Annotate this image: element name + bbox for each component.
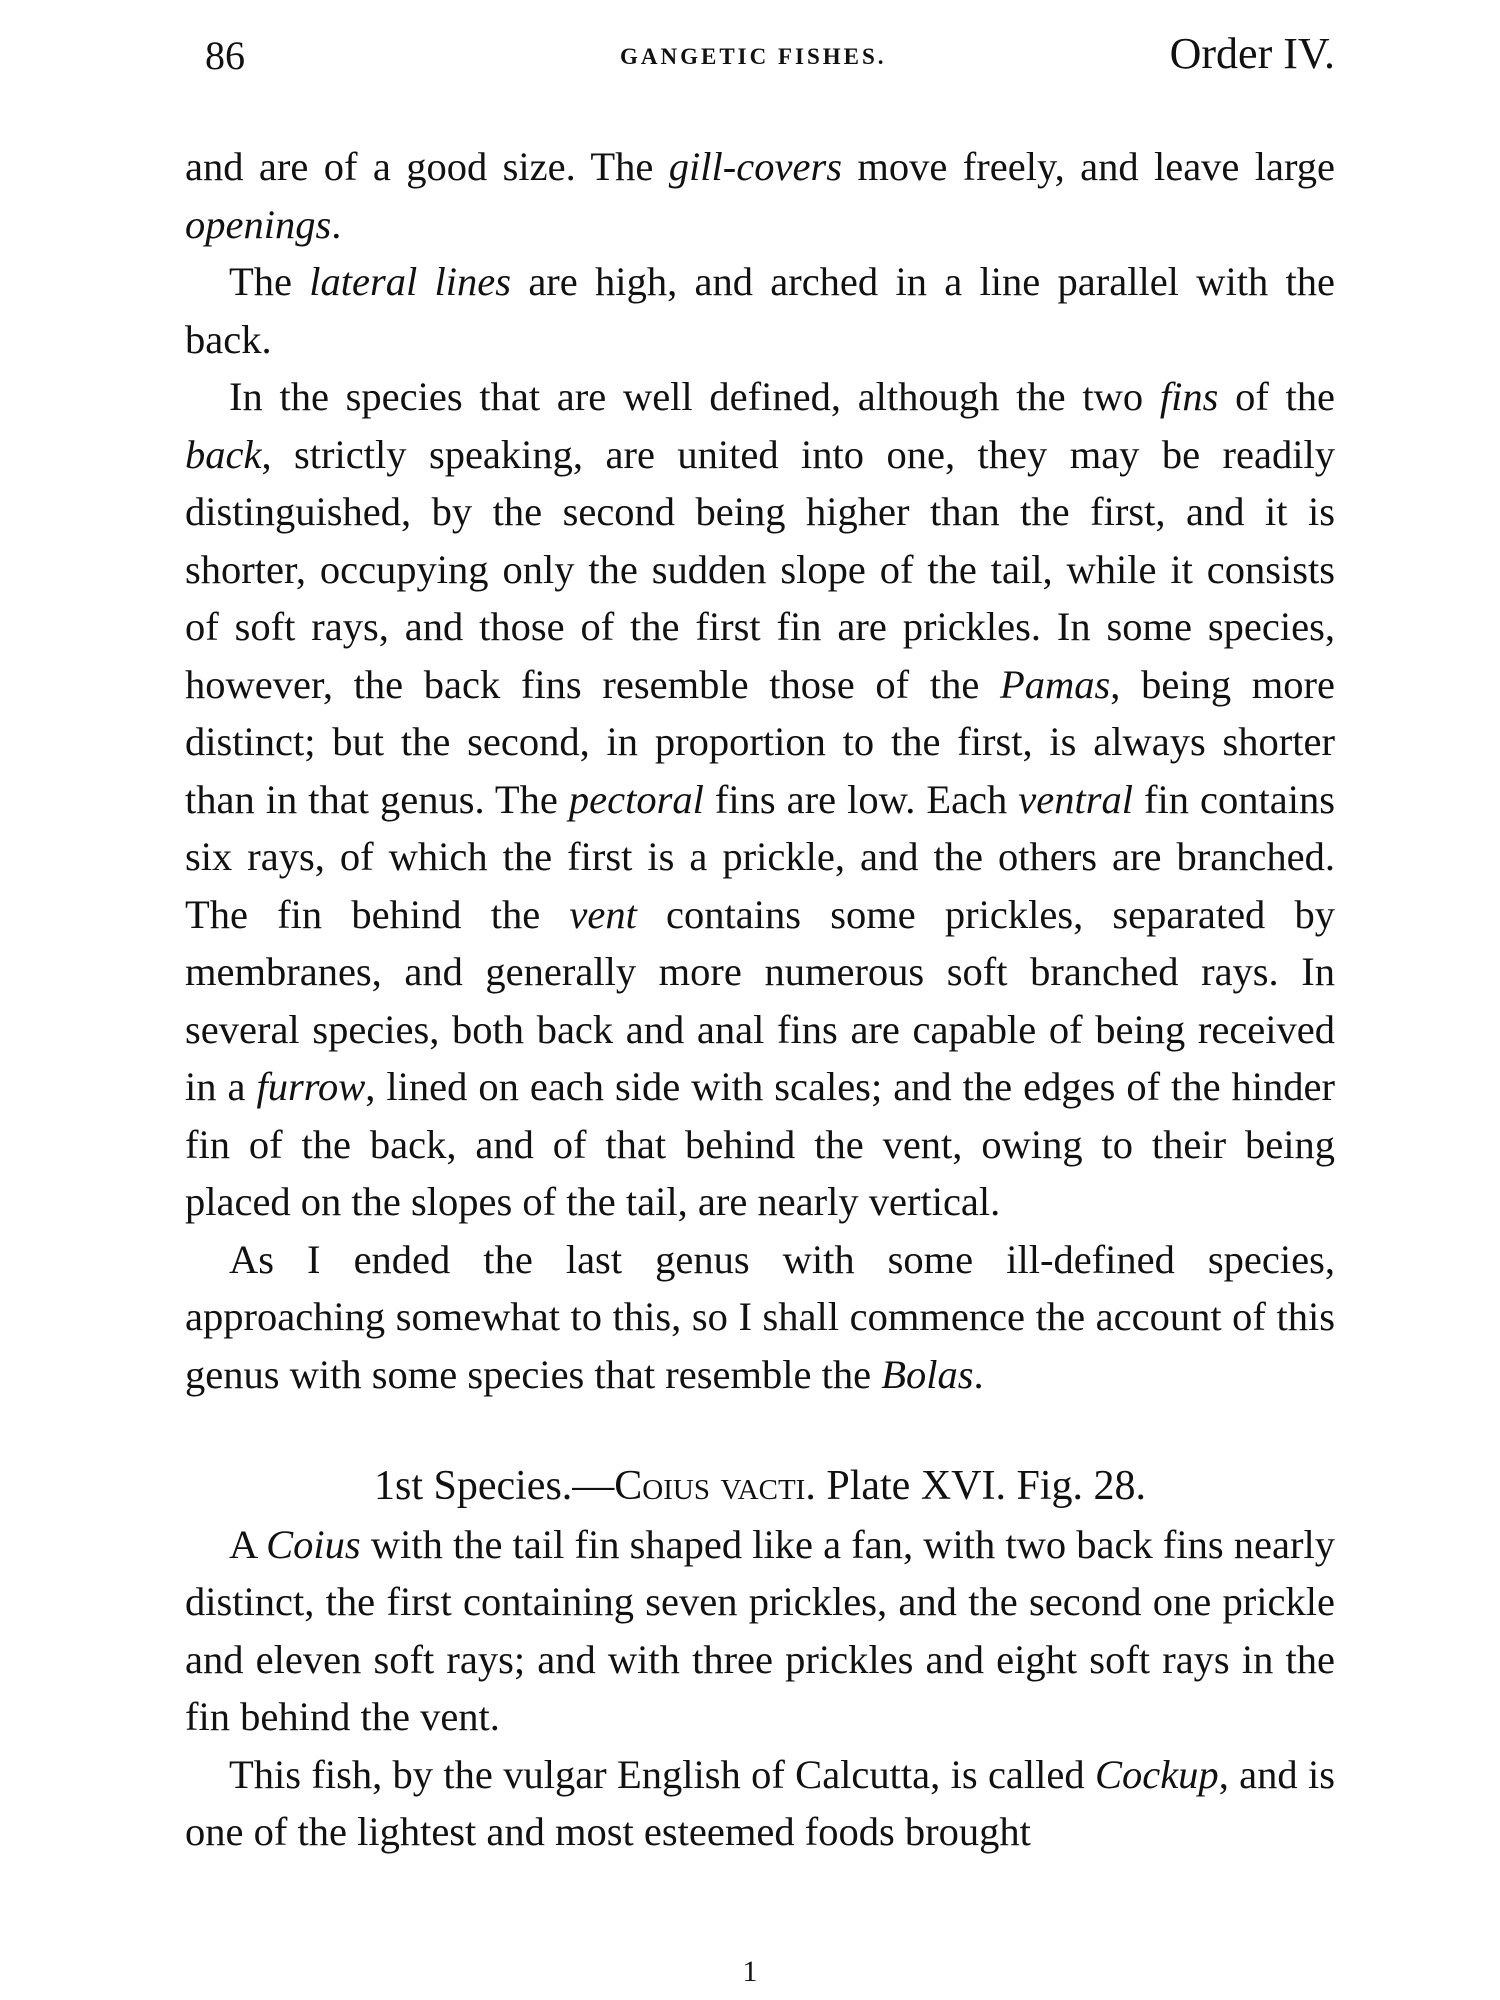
running-title: GANGETIC FISHES. (620, 44, 887, 69)
italic-term: pectoral (568, 776, 704, 822)
text-run: This fish, by the vulgar English of Calcutta, is called (229, 1751, 1095, 1797)
italic-term: fins (1159, 374, 1219, 419)
text-run: As I ended the last genus with some ill-defined species, approaching somewhat to this, so I shall commence the account of this genus with some species that resemble the (185, 1236, 1335, 1397)
paragraph-fins (185, 368, 1335, 1231)
text-run: , and is one of the lightest and most esteemed foods brought (185, 1751, 1335, 1854)
paragraph-gill-covers (185, 138, 1335, 253)
signature-mark: 1 (742, 1955, 758, 1988)
text-run: contains some prickles, separated by membranes, and generally more numerous soft branched rays. In several species, both back and anal fins are capable of being received in a (185, 891, 1335, 1109)
italic-term: furrow (256, 1064, 366, 1109)
text-run: The (229, 259, 310, 304)
text-run: . (973, 1351, 984, 1397)
italic-term: Bolas (881, 1351, 974, 1397)
text-run: In the species that are well defined, although the two (229, 374, 1160, 419)
paragraph-last-genus (185, 1231, 1335, 1404)
italic-term: Pamas (1000, 661, 1111, 707)
text-run: fin contains six rays, of which the first is a prickle, and the others are branched. The fin behind the (185, 776, 1335, 937)
species-number: 1st Species.— (373, 1463, 615, 1509)
italic-term: Cockup (1094, 1751, 1219, 1797)
text-run: A (229, 1521, 267, 1567)
italic-term: Coius (266, 1521, 361, 1567)
italic-term: openings (185, 201, 332, 247)
italic-term: ventral (1018, 776, 1134, 822)
text-run: are high, and arched in a line parallel with the back. (185, 259, 1335, 362)
text-run: move freely, and leave large (841, 144, 1336, 189)
plate-reference: Plate XVI. Fig. 28. (815, 1463, 1146, 1509)
text-run: , strictly speaking, are united into one, they may be readily distinguished, by the second being higher than the first, and it is shorter, occupying only the sudden slope of the tail, while it consists of soft rays, and those of the first fin are prickles. In some species, however, the back fins resemble those of the (185, 431, 1335, 707)
paragraph-species-description (185, 1516, 1335, 1746)
text-run: and are of a good size. The (185, 144, 669, 189)
species-heading (185, 1458, 1335, 1516)
italic-term: gill-covers (668, 144, 842, 189)
paragraph-cockup (185, 1746, 1335, 1861)
body-text (185, 138, 1335, 1861)
text-run: with the tail fin shaped like a fan, with two back fins nearly distinct, the first containing seven prickles, and the second one prickle and eleven soft rays; and with three prickles and eight soft rays in the fin behind the vent. (185, 1521, 1335, 1739)
order-label: Order IV. (1169, 29, 1335, 78)
italic-term: vent (569, 891, 637, 937)
page-header (205, 28, 1335, 88)
text-run: , lined on each side with scales; and the edges of the hinder fin of the back, and of that behind the vent, owing to their being placed on the slopes of the tail, are nearly vertical. (185, 1064, 1335, 1224)
italic-term: lateral lines (309, 259, 512, 304)
text-run: of the (1218, 374, 1336, 419)
page-number: 86 (205, 33, 245, 78)
text-run: , being more distinct; but the second, in proportion to the first, is always shorter than in that genus. The (185, 661, 1335, 822)
text-run: . (331, 201, 342, 247)
paragraph-lateral-lines (185, 253, 1335, 368)
text-run: fins are low. Each (703, 776, 1019, 822)
species-name: Coius vacti. (614, 1463, 816, 1509)
italic-term: back (185, 431, 262, 477)
